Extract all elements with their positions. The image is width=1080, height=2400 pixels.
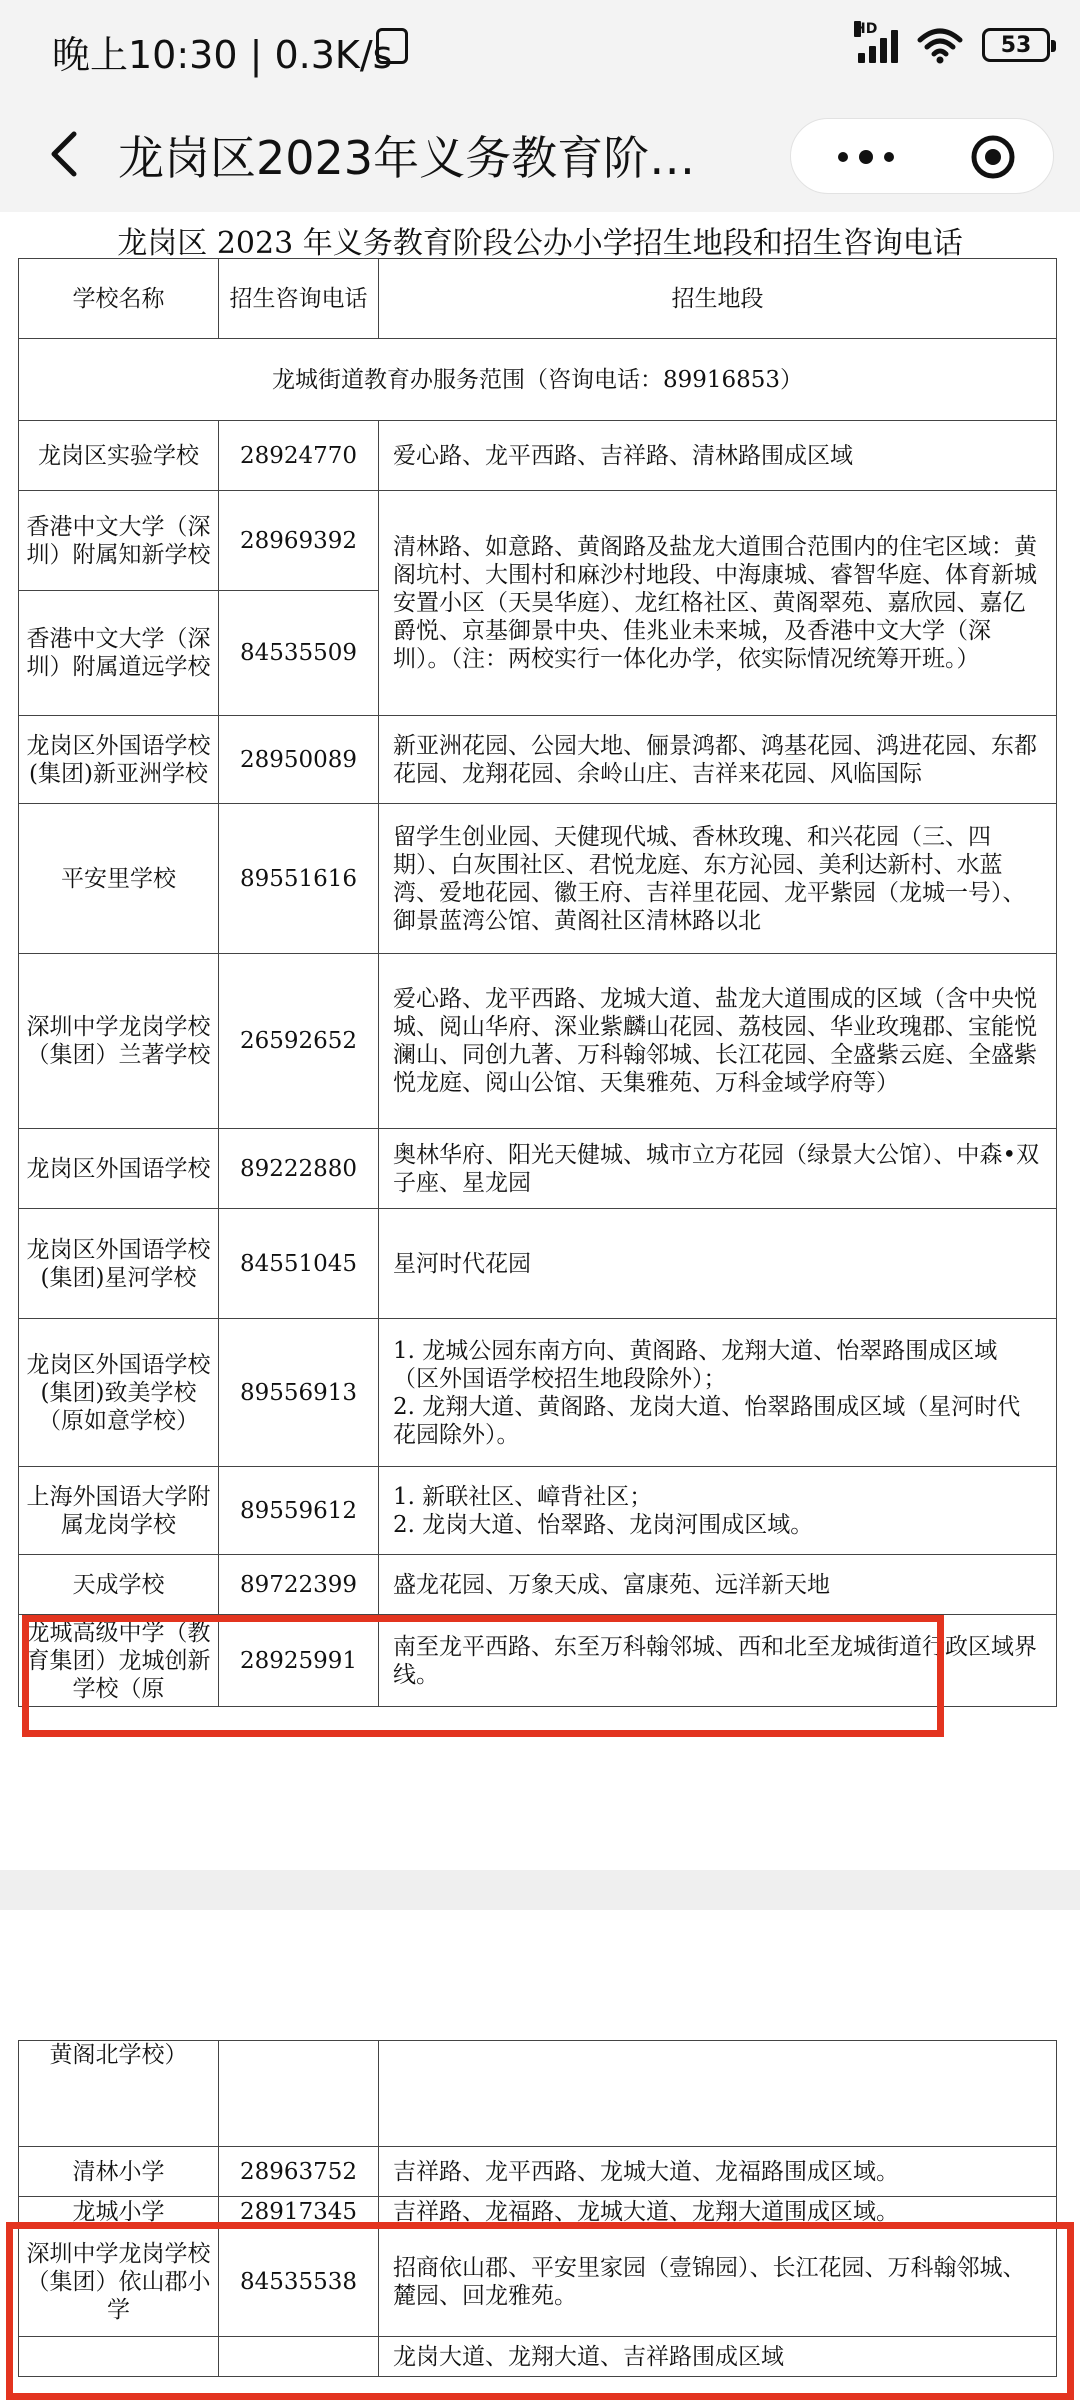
table-row bbox=[19, 1129, 1057, 1209]
battery-level: 53 bbox=[1000, 32, 1032, 58]
table-row bbox=[19, 716, 1057, 804]
area-line: 2. 龙翔大道、黄阁路、龙岗大道、怡翠路围成区域（星河时代花园除外）。 bbox=[393, 1393, 1021, 1448]
school-tel: 89551616 bbox=[219, 804, 379, 954]
school-name: 龙岗区外国语学校(集团)新亚洲学校 bbox=[19, 716, 219, 804]
school-name: 香港中文大学（深圳）附属知新学校 bbox=[19, 491, 219, 591]
status-icons bbox=[854, 21, 1050, 64]
highlight-box bbox=[22, 1615, 944, 1737]
school-area: 招商依山郡、平安里家园（壹锦园）、长江花园、万科翰邻城、麓园、回龙雅苑。 bbox=[379, 2227, 1057, 2337]
school-area bbox=[379, 1467, 1057, 1555]
network-type: HD bbox=[854, 21, 878, 37]
area-line: 1. 龙城公园东南方向、黄阁路、龙翔大道、怡翠路围成区域（区外国语学校招生地段除外）； bbox=[393, 1337, 998, 1392]
school-tel: 84551045 bbox=[219, 1209, 379, 1319]
battery-icon bbox=[982, 28, 1050, 62]
wifi-icon bbox=[916, 26, 964, 64]
area-line: 1. 新联社区、嶂背社区； bbox=[393, 1483, 653, 1510]
nfc-icon bbox=[376, 28, 408, 64]
signal-icon bbox=[854, 21, 898, 63]
school-tel: 28950089 bbox=[219, 716, 379, 804]
mini-program-capsule bbox=[790, 118, 1054, 194]
school-area: 爱心路、龙平西路、吉祥路、清林路围成区域 bbox=[379, 421, 1057, 491]
school-tel: 89559612 bbox=[219, 1467, 379, 1555]
school-area bbox=[379, 2041, 1057, 2147]
school-tel: 28917345 bbox=[219, 2197, 379, 2227]
school-area: 爱心路、龙平西路、龙城大道、盐龙大道围成的区域（含中央悦城、阅山华府、深业紫麟山花园、荔枝园、华业玫瑰郡、宝能悦澜山、同创九著、万科翰邻城、长江花园、全盛紫云庭、全盛紫悦龙庭、阅山公馆、天集雅苑、万科金域学府等） bbox=[379, 954, 1057, 1129]
nav-bar bbox=[0, 100, 1080, 212]
school-name: 深圳中学龙岗学校（集团）兰著学校 bbox=[19, 954, 219, 1129]
school-tel: 28969392 bbox=[219, 491, 379, 591]
chevron-left-icon[interactable] bbox=[36, 122, 100, 186]
school-area: 奥林华府、阳光天健城、城市立方花园（绿景大公馆）、中森•双子座、星龙园 bbox=[379, 1129, 1057, 1209]
school-name: 龙岗区外国语学校 bbox=[19, 1129, 219, 1209]
table-row bbox=[19, 1467, 1057, 1555]
school-name: 龙城小学 bbox=[19, 2197, 219, 2227]
school-area: 星河时代花园 bbox=[379, 1209, 1057, 1319]
more-dots-icon[interactable] bbox=[831, 141, 901, 173]
school-area: 南至龙平西路、东至万科翰邻城、西和北至龙城街道行政区域界线。 bbox=[379, 1615, 1057, 1707]
school-tel: 28924770 bbox=[219, 421, 379, 491]
table-header-row bbox=[19, 259, 1057, 339]
area-line: 2. 龙岗大道、怡翠路、龙岗河围成区域。 bbox=[393, 1511, 814, 1538]
school-tel: 84535538 bbox=[219, 2227, 379, 2337]
school-area: 吉祥路、龙平西路、龙城大道、龙福路围成区域。 bbox=[379, 2147, 1057, 2197]
school-area: 盛龙花园、万象天成、富康苑、远洋新天地 bbox=[379, 1555, 1057, 1615]
school-name: 龙城高级中学（教育集团）龙城创新学校（原 bbox=[19, 1615, 219, 1707]
school-area: 新亚洲花园、公园大地、俪景鸿都、鸿基花园、鸿进花园、东都花园、龙翔花园、余岭山庄、吉祥来花园、风临国际 bbox=[379, 716, 1057, 804]
school-name: 龙岗区外国语学校(集团)致美学校（原如意学校） bbox=[19, 1319, 219, 1467]
status-bar bbox=[0, 0, 1080, 100]
table-row bbox=[19, 2041, 1057, 2147]
school-name: 上海外国语大学附属龙岗学校 bbox=[19, 1467, 219, 1555]
table-row bbox=[19, 2147, 1057, 2197]
target-close-icon[interactable] bbox=[969, 133, 1017, 181]
header-school-name: 学校名称 bbox=[19, 259, 219, 339]
school-area bbox=[379, 1319, 1057, 1467]
header-area: 招生地段 bbox=[379, 259, 1057, 339]
school-tel: 84535509 bbox=[219, 591, 379, 716]
table-row bbox=[19, 421, 1057, 491]
table-row bbox=[19, 1319, 1057, 1467]
page-separator bbox=[0, 1870, 1080, 1910]
page-title: 龙岗区2023年义务教育阶… bbox=[118, 131, 696, 185]
school-area: 清林路、如意路、黄阁路及盐龙大道围合范围内的住宅区域：黄阁坑村、大围村和麻沙村地段、中海康城、睿智华庭、体育新城安置小区（天昊华庭）、龙红格社区、黄阁翠苑、嘉欣园、嘉亿爵悦、京基御景中央、佳兆业未来城，及香港中文大学（深圳）。（注：两校实行一体化办学，依实际情况统筹开班。） bbox=[379, 491, 1057, 716]
school-tel: 89556913 bbox=[219, 1319, 379, 1467]
school-tel: 89722399 bbox=[219, 1555, 379, 1615]
school-tel: 26592652 bbox=[219, 954, 379, 1129]
school-area: 龙岗大道、龙翔大道、吉祥路围成区域 bbox=[379, 2337, 1057, 2377]
section-title: 龙城街道教育办服务范围（咨询电话：89916853） bbox=[19, 339, 1057, 421]
enrollment-table bbox=[18, 258, 1057, 1707]
school-tel: 28925991 bbox=[219, 1615, 379, 1707]
school-tel: 89222880 bbox=[219, 1129, 379, 1209]
school-name: 黄阁北学校） bbox=[19, 2041, 219, 2147]
school-tel bbox=[219, 2041, 379, 2147]
school-area: 留学生创业园、天健现代城、香林玫瑰、和兴花园（三、四期）、白灰围社区、君悦龙庭、东方沁园、美利达新村、水蓝湾、爱地花园、徽王府、吉祥里花园、龙平紫园（龙城一号）、御景蓝湾公馆、黄阁社区清林路以北 bbox=[379, 804, 1057, 954]
table-row bbox=[19, 1209, 1057, 1319]
school-tel: 28963752 bbox=[219, 2147, 379, 2197]
table-row bbox=[19, 954, 1057, 1129]
school-name: 香港中文大学（深圳）附属道远学校 bbox=[19, 591, 219, 716]
school-name: 龙岗区外国语学校(集团)星河学校 bbox=[19, 1209, 219, 1319]
header-tel: 招生咨询电话 bbox=[219, 259, 379, 339]
school-name: 平安里学校 bbox=[19, 804, 219, 954]
status-time: 晚上10:30 | 0.3K/s bbox=[52, 33, 393, 77]
highlight-box bbox=[6, 2222, 1074, 2400]
school-name: 深圳中学龙岗学校（集团）依山郡小学 bbox=[19, 2227, 219, 2337]
table-row bbox=[19, 804, 1057, 954]
document-title: 龙岗区 2023 年义务教育阶段公办小学招生地段和招生咨询电话 bbox=[117, 226, 963, 261]
school-name: 清林小学 bbox=[19, 2147, 219, 2197]
section-row bbox=[19, 339, 1057, 421]
school-name: 天成学校 bbox=[19, 1555, 219, 1615]
table-row bbox=[19, 1555, 1057, 1615]
table-row bbox=[19, 491, 1057, 591]
school-name: 龙岗区实验学校 bbox=[19, 421, 219, 491]
school-area: 吉祥路、龙福路、龙城大道、龙翔大道围成区域。 bbox=[379, 2197, 1057, 2227]
